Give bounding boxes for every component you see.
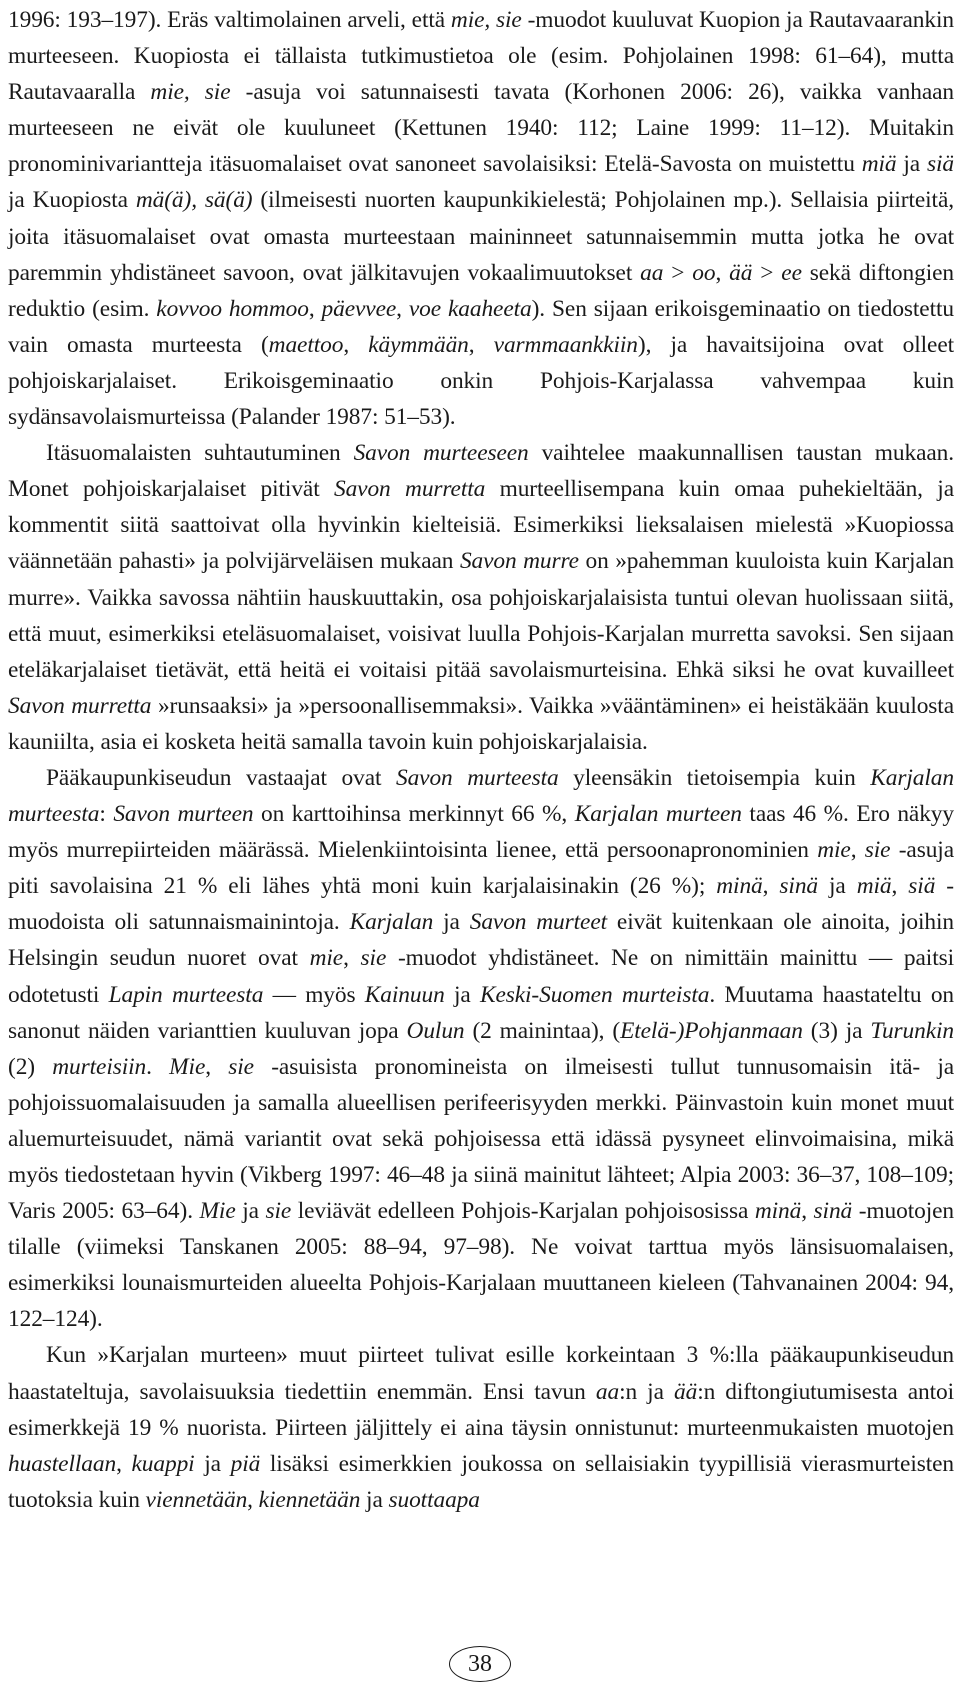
text-run: : (99, 801, 114, 828)
italic-term: mie, sie (450, 7, 522, 33)
text-run: :n ja (619, 1378, 674, 1405)
text-run: ja Kuopiosta (8, 187, 136, 214)
italic-term: mie (309, 945, 344, 972)
italic-term: mä(ä), sä(ä) (135, 187, 253, 214)
text-run: , (801, 1198, 814, 1225)
text-run: ja (194, 1450, 231, 1477)
text-run: on karttoihinsa merkinnyt 66 %, (253, 801, 575, 828)
italic-term: mie (817, 837, 851, 864)
text-run: (2) (8, 1053, 53, 1080)
italic-term: Lapin murteesta (108, 981, 264, 1008)
text-run: , (116, 1450, 132, 1477)
text-run: eivät kuitenkaan ole ainoita, joihin Helsingin seudun nuoret ovat (8, 909, 954, 972)
text-run: , (396, 295, 409, 322)
italic-term: Savon murteet (469, 909, 608, 936)
text-run: . (146, 1053, 170, 1080)
italic-term: ää (729, 259, 753, 286)
italic-term: Turunkin (870, 1017, 955, 1044)
text-run: > (663, 259, 693, 286)
text-run: on »pahemman kuuloista kuin Karjalan murre». Vaikka savossa nähtiin hauskuuttakin, osa pohjoiskarjalaisista tuntui olevan huolissaan siitä, että muut, esimerkiksi eteläsuomalaiset, voisivat luulla Pohjois-Karjalan murretta savoksi. Sen sijaan eteläkarjalaiset tietävät, että heitä ei voitaisi pitää savolaismurteisina. Ehkä siksi he ovat kuvailleet (8, 548, 954, 683)
paragraph (8, 1337, 954, 1517)
text-run: . Muutama haastateltu on sanonut näiden varianttien kuuluvan jopa (8, 981, 955, 1044)
italic-term: siä (927, 151, 954, 178)
text-run: ja (818, 873, 857, 900)
italic-term: viennetään (145, 1486, 248, 1513)
italic-term: mie, sie (150, 79, 231, 106)
italic-term: aa (595, 1378, 620, 1405)
italic-term: piä (230, 1450, 261, 1477)
italic-term: kovvoo hommoo (156, 295, 309, 322)
paragraph (8, 760, 954, 1338)
text-run: murteellisempana kuin omaa puhekieltään, ja kommentit siitä saattoivat olla hyvinkin kielteisiä. Esimerkiksi lieksalaisen mielestä »Kuopiossa väännetään pahasti» ja polvijärveläisen mukaan (8, 476, 954, 575)
italic-term: murteisiin (52, 1053, 147, 1080)
text-run: -muodot yhdistäneet. Ne on nimittäin mainittu — paitsi odotetusti (8, 945, 954, 1008)
text-run: — myös (263, 981, 365, 1008)
text-run: , (891, 873, 909, 900)
text-run: ja (360, 1486, 389, 1513)
text-run: lisäksi esimerkkien joukossa on sellaisiakin tyypillisiä vierasmurteisten tuotoksia kuin (8, 1450, 954, 1513)
italic-term: sie (228, 1053, 254, 1080)
text-run: vaihtelee maakunnallisen taustan mukaan. Monet pohjoiskarjalaiset pitivät (8, 440, 954, 503)
italic-term: Karjalan murteesta (8, 764, 954, 828)
italic-term: varmmaankkiin (493, 331, 638, 358)
text-run: ja (433, 909, 470, 936)
text-run: , (715, 259, 730, 286)
italic-term: Karjalan (349, 909, 434, 936)
italic-term: Mie (199, 1198, 236, 1225)
italic-term: kuappi (131, 1450, 195, 1477)
italic-term: huastellaan (8, 1450, 117, 1477)
text-column (8, 2, 954, 1518)
italic-term: ee (781, 259, 802, 286)
italic-term: Savon murretta (8, 692, 152, 719)
text-run: -asuisista pronomineista on ilmeisesti tullut tunnusomaisin itä- ja pohjoissuomalaisuuden ja samalla alueellisen perifeerisyyden merkki. Päinvastoin kuin monet muut aluemurteisuudet, nämä variantit ovat sekä pohjoisessa että idässä pysyneet elinvoimaisina, mikä myös tiedostetaan hyvin (Vikberg 1997: 46–48 ja siinä mainitut lähteet; Alpia 2003: 36–37, 108–109; Varis 2005: 63–64). (8, 1053, 954, 1225)
italic-term: Savon murteen (113, 801, 254, 828)
paragraph (8, 2, 954, 435)
italic-term: aa (640, 259, 664, 286)
text-run: sekä diftongien reduktio (esim. (8, 259, 954, 322)
italic-term: voe kaaheeta (408, 295, 532, 322)
italic-term: sie (864, 837, 891, 864)
italic-term: oo (692, 259, 716, 286)
text-run: -asuja voi satunnaisesti tavata (Korhonen 2006: 26), vaikka vanhaan murteeseen ne eivät ole kuuluneet (Kettunen 1940: 112; Laine 1999: 11–12). Muitakin pronominivariantteja itäsuomalaiset ovat sanoneet savolaisiksi: Etelä-Savosta on muistettu (8, 79, 954, 178)
italic-term: käymmään (368, 331, 469, 358)
italic-term: ää (673, 1378, 698, 1405)
italic-term: Oulun (406, 1017, 465, 1044)
text-run: taas 46 %. Ero näkyy myös murrepiirteiden määrässä. Mielenkiintoisinta lienee, että persoonapronominien (8, 801, 954, 864)
text-run: (3) ja (802, 1017, 871, 1044)
text-run: (2 mainintaa), ( (464, 1017, 621, 1044)
italic-term: suottaapa (388, 1486, 480, 1513)
text-run: Itäsuomalaisten suhtautuminen (46, 440, 354, 467)
text-run: -muodot kuuluvat Kuopion ja Rautavaarankin murteeseen. Kuopiosta ei tällaista tutkimustietoa ole (esim. Pohjolainen 1998: 61–64), mutta Rautavaaralla (8, 7, 954, 106)
text-run: ja (444, 981, 480, 1008)
page-footer (0, 1646, 960, 1682)
text-run: , (343, 945, 361, 972)
text-run: , (205, 1053, 229, 1080)
text-run: »runsaaksi» ja »persoonallisemmaksi». Vaikka »vääntäminen» ei heistäkään kuulosta kauniilta, asia ei kosketa heitä samalla tavoin kuin pohjoiskarjalaisia. (8, 692, 954, 755)
text-run: , (247, 1486, 259, 1513)
text-run: ), ja havaitsijoina ovat olleet pohjoiskarjalaiset. Erikoisgeminaatio onkin Pohjois-Karjalassa vahvempaa kuin sydänsavolaismurteissa (Palander 1987: 51–53). (8, 331, 955, 431)
text-run: :n diftongiutumisesta antoi esimerkkejä 19 % nuorista. Piirteen jäljittely ei aina täysin onnistunut: murteenmukaisten muotojen (8, 1378, 955, 1441)
italic-term: sinä (779, 873, 819, 900)
italic-term: Kainuun (364, 981, 445, 1008)
italic-term: Mie (169, 1053, 206, 1080)
text-run: , (308, 295, 322, 322)
italic-term: miä (856, 873, 892, 900)
text-run: Kun »Karjalan murteen» muut piirteet tulivat esille korkeintaan 3 %:lla pääkaupunkiseudun haastateltuja, savolaisuuksia tiedettiin enemmän. Ensi tavun (8, 1342, 954, 1405)
italic-term: kiennetään (258, 1486, 361, 1513)
italic-term: Savon murteeseen (353, 440, 529, 467)
italic-term: maettoo (268, 331, 344, 358)
italic-term: sinä (813, 1198, 853, 1225)
italic-term: minä (716, 873, 763, 900)
text-run: , (762, 873, 780, 900)
text-run: , (468, 331, 494, 358)
text-run: ). Sen sijaan erikoisgeminaatio on tiedostettu vain omasta murteesta ( (8, 295, 954, 358)
italic-term: sie (265, 1198, 292, 1225)
italic-term: päevvee (321, 295, 397, 322)
italic-term: sie (360, 945, 387, 972)
text-run: > (752, 259, 782, 286)
italic-term: Etelä-)Pohjanmaan (620, 1017, 803, 1044)
text-run: yleensäkin tietoisempia kuin (558, 764, 871, 791)
italic-term: Keski-Suomen murteista (479, 981, 710, 1008)
page-number: 38 (449, 1646, 511, 1682)
text-run: -muotojen tilalle (viimeksi Tanskanen 2005: 88–94, 97–98). Ne voivat tarttua myös länsisuomalaisen, esimerkiksi lounaismurteiden alueelta Pohjois-Karjalaan muuttaneen kieleen (Tahvanainen 2004: 94, 122–124). (8, 1198, 954, 1333)
text-run: , (850, 837, 865, 864)
italic-term: Karjalan murteen (574, 801, 742, 828)
italic-term: Savon murteesta (395, 764, 559, 791)
text-run: 1996: 193–197). Eräs valtimolainen arveli, että (8, 7, 451, 33)
text-run: ja (896, 151, 927, 178)
text-run: ja (235, 1198, 266, 1225)
italic-term: miä (861, 151, 897, 178)
text-run: leviävät edelleen Pohjois-Karjalan pohjoisosissa (291, 1198, 755, 1225)
paragraph (8, 435, 954, 760)
italic-term: Savon murre (459, 548, 579, 575)
text-run: , (343, 331, 369, 358)
text-run: -muodoista oli satunnaismainintoja. (8, 873, 954, 936)
page-body (8, 2, 954, 1518)
text-run: Pääkaupunkiseudun vastaajat ovat (46, 764, 396, 791)
text-run: (ilmeisesti nuorten kaupunkikielestä; Pohjolainen mp.). Sellaisia piirteitä, joita itäsuomalaiset ovat omasta murteestaan maininneet satunnaisemmin mutta jotka he ovat paremmin yhdistäneet savoon, ovat jälkitavujen vokaalimuutokset (8, 187, 954, 286)
italic-term: siä (908, 873, 936, 900)
italic-term: Savon murretta (333, 476, 486, 503)
text-run: -asuja piti savolaisina 21 % eli lähes yhtä moni kuin karjalaisinakin (26 %); (8, 837, 954, 900)
italic-term: minä (754, 1198, 802, 1225)
